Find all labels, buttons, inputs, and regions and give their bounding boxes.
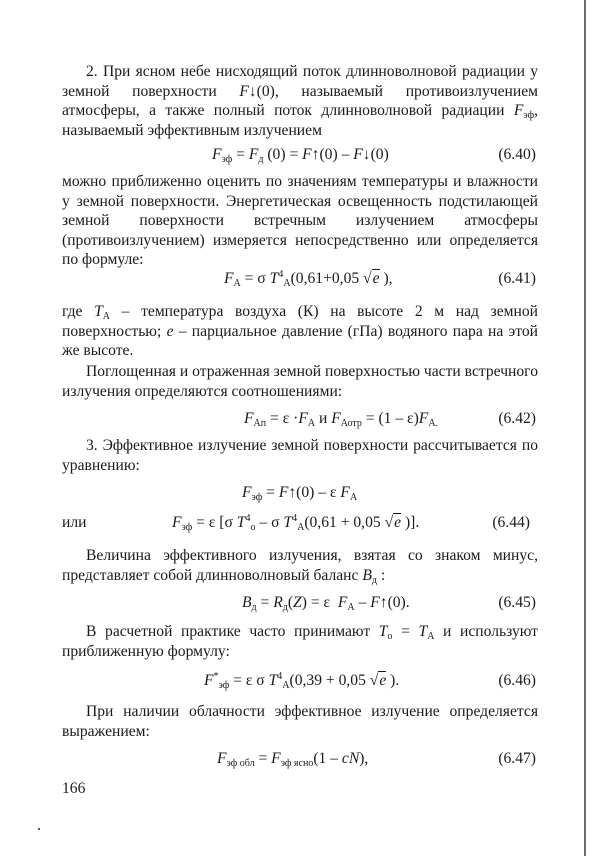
equation-number: (6.47): [498, 750, 536, 767]
equation-6-44-lead: или: [62, 514, 87, 531]
page-number: 166: [62, 780, 86, 797]
equation-6-41-body: $F_А = \sigma$ $T^4_А(0,61+0,05$ √e ),: [224, 269, 393, 289]
equation-6-43: [62, 482, 538, 504]
paragraph-8: При наличии облачности эффективное излучение определяется выражением:: [62, 703, 538, 740]
scan-speck: [38, 828, 40, 830]
paragraph-4: Поглощенная и отраженная земной поверхностью части встречного излучения определяются соотношениями:: [62, 363, 538, 400]
equation-6-45: [62, 592, 538, 614]
paragraph-3: где $T_А$ – температура воздуха (К) на высоте 2 м над земной поверхностью; e – парциальное давление (гПа) водяного пара на этой же высоте.: [62, 303, 538, 360]
equation-6-44: [62, 512, 538, 534]
equation-6-42-body: $F_{Ап} = \varepsilon \cdot F_А$ и $F_{Аотр} = (1 - \varepsilon)F_{А.}$: [244, 410, 439, 429]
equation-6-40: [62, 144, 538, 166]
equation-6-46-body: $F^*_{эф} = \varepsilon$ σ $T^4_А(0,39 + 0,05$ √e ).: [204, 671, 400, 691]
equation-6-40-body: $F_{эф} = F_д$ (0) = F↑(0) – F↓(0): [212, 146, 389, 165]
equation-number: (6.45): [498, 594, 536, 611]
equation-6-41: [62, 268, 538, 290]
page-edge-line: [584, 0, 586, 856]
paragraph-2: можно приближенно оценить по значениям температуры и влажности у земной поверхности. Энергетическая освещенность подстилающей земной поверхности встречным излучением атмосферы (противоизлучением) измеряется непосредственно или определяется по формуле:: [62, 173, 538, 269]
equation-6-45-body: $B_д = R_д(Z) = \varepsilon$ $F_А$ – F↑(0).: [242, 594, 410, 613]
equation-6-47-body: $F_{эф обл} = F_{эф ясно}(1 - cN)$,: [217, 750, 369, 769]
paragraph-1: 2. При ясном небе нисходящий поток длинноволновой радиации у земной поверхности F↓(0), называемый противоизлучением атмосферы, а также полный поток длинноволновой радиации $F_{эф}$, называемый эффективным излучением: [62, 63, 538, 139]
equation-6-43-body: $F_{эф}$ = F↑(0) – ε $F_А$: [242, 484, 358, 503]
equation-number: (6.44): [492, 514, 530, 531]
equation-number: (6.41): [498, 270, 536, 287]
paragraph-5: 3. Эффективное излучение земной поверхности рассчитывается по уравнению:: [62, 437, 538, 474]
paragraph-6: Величина эффективного излучения, взятая со знаком минус, представляет собой длинноволновый баланс $B_д$ :: [62, 547, 538, 586]
equation-number: (6.40): [498, 146, 536, 163]
equation-6-44-body: $F_{эф} = \varepsilon$ [σ $T^4_о$ – σ $T^4_А(0,61 + 0,05$ √e )].: [172, 513, 420, 533]
equation-6-42: [62, 408, 538, 430]
equation-6-47: [62, 748, 538, 770]
equation-6-46: [62, 670, 538, 692]
paragraph-7: В расчетной практике часто принимают $T_о = T_А$ и используют приближенную формулу:: [62, 623, 538, 660]
equation-number: (6.46): [498, 672, 536, 689]
equation-number: (6.42): [498, 410, 536, 427]
